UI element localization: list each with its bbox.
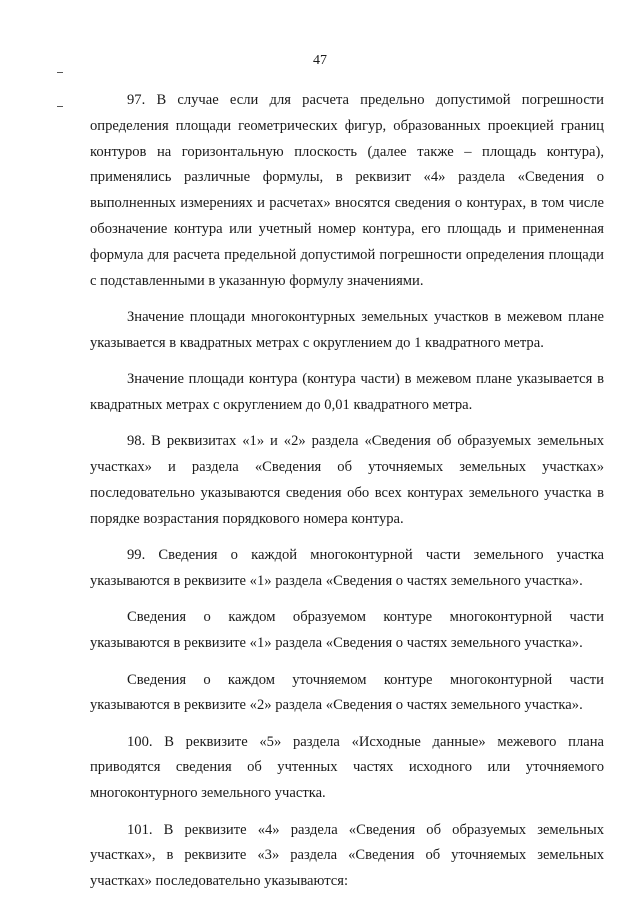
margin-mark [57, 72, 63, 73]
margin-mark [57, 106, 63, 107]
paragraph-100: 100. В реквизите «5» раздела «Исходные данные» межевого плана приводятся сведения об учтенных частях исходного или уточняемого многоконтурного земельного участка. [90, 733, 604, 802]
paragraph-99: 99. Сведения о каждой многоконтурной части земельного участка указываются в реквизите «1» раздела «Сведения о частях земельного участка». [90, 547, 604, 589]
paragraph-area-multicontour: Значение площади многоконтурных земельных участков в межевом плане указывается в квадратных метрах с округлением до 1 квадратного метра. [90, 308, 604, 351]
paragraph-101: 101. В реквизите «4» раздела «Сведения об образуемых земельных участках», в реквизите «3» раздела «Сведения об уточняемых земельных участках» последовательно указываются: [90, 821, 604, 890]
paragraph-refined-contour: Сведения о каждом уточняемом контуре многоконтурной части указываются в реквизите «2» раздела «Сведения о частях земельного участка». [90, 671, 604, 714]
paragraph-area-contour: Значение площади контура (контура части) в межевом плане указывается в квадратных метрах с округлением до 0,01 квадратного метра. [90, 371, 604, 413]
paragraph-98: 98. В реквизитах «1» и «2» раздела «Сведения об образуемых земельных участках» и раздела «Сведения об уточняемых земельных участках» последовательно указываются сведения обо всех контурах земельного участка в порядке возрастания порядкового номера контура. [90, 433, 604, 527]
document-body [90, 88, 604, 906]
paragraph-formed-contour: Сведения о каждом образуемом контуре многоконтурной части указываются в реквизите «1» раздела «Сведения о частях земельного участка». [90, 609, 604, 652]
page-number: 47 [313, 53, 327, 68]
paragraph-97: 97. В случае если для расчета предельно допустимой погрешности определения площади геометрических фигур, образованных проекцией границ контуров на горизонтальную плоскость (далее также – площадь контура), применялись различные формулы, в реквизит «4» раздела «Сведения о выполненных измерениях и расчетах» вносятся сведения о контурах, в том числе обозначение контура или учетный номер контура, его площадь и примененная формула для расчета предельной допустимой погрешности определения площади с подставленными в указанную формулу значениями. [90, 92, 604, 289]
